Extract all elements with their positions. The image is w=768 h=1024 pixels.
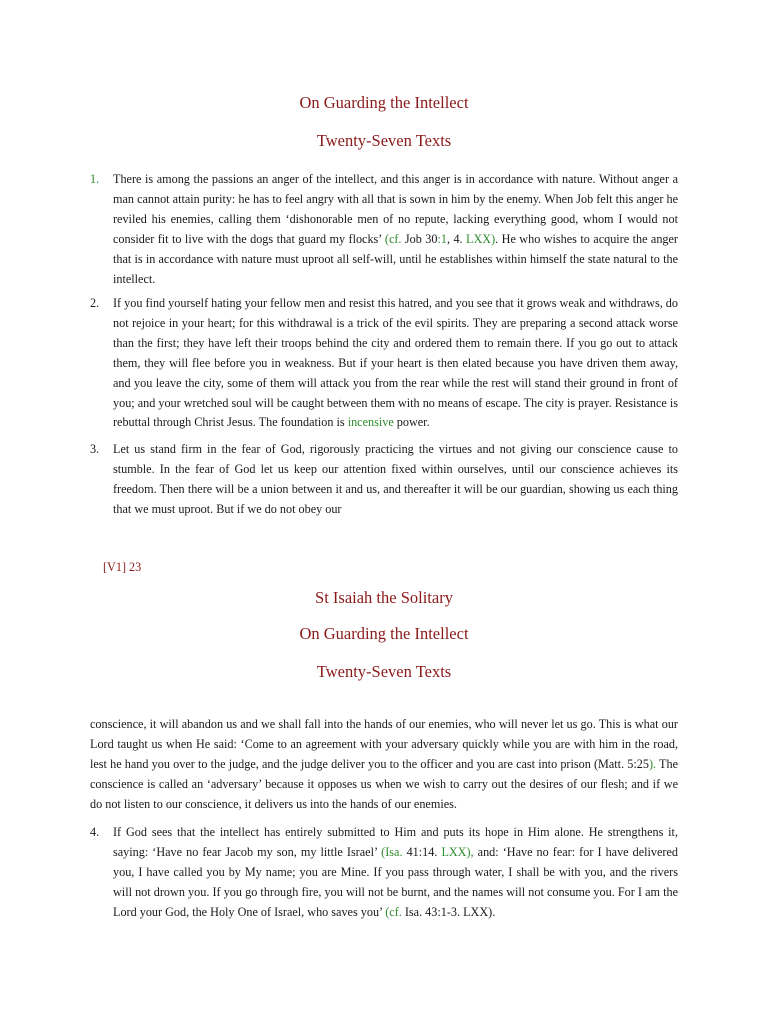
page2-subtitle: Twenty-Seven Texts: [316, 662, 452, 681]
author-heading: St Isaiah the Solitary: [315, 588, 453, 607]
paragraph-4: If God sees that the intellect has entirely submitted to Him and puts its hope in Him alone. He strengthens it, saying: ‘Have no fear Jacob my son, my little Israel’ (Isa. 41:14. LXX), and: ‘Have no fear: for I have delivered you, I have called you by My name; you are Mine. If you pass through water, I shall be with you, and the rivers will not drown you. If you go through fire, you will not be burnt, and the names will not consume you. For I am the Lord your God, the Holy One of Israel, who saves you’ (cf. Isa. 43:1-3. LXX).: [113, 825, 678, 919]
reference: :1: [437, 231, 447, 246]
reference: (Isa.: [381, 844, 403, 859]
item-number-2: 2.: [90, 296, 100, 310]
reference: incensive: [347, 415, 394, 430]
page-title: On Guarding the Intellect: [299, 93, 469, 112]
page2-title: On Guarding the Intellect: [299, 624, 469, 643]
item-number-4: 4.: [90, 825, 100, 839]
continuation-paragraph: conscience, it will abandon us and we shall fall into the hands of our enemies, who will never let us go. This is what our Lord taught us when He said: ‘Come to an agreement with your adversary quickly while you are with him in the road, lest he hand you over to the judge, and the judge deliver you to the officer and you are cast into prison (Matt. 5:25). The conscience is called an ‘adversary’ because it opposes us when we wish to carry out the desires of our flesh; and if we do not listen to our conscience, it delivers us into the hands of our enemies.: [90, 717, 678, 811]
reference: LXX),: [441, 844, 474, 859]
reference: ).: [648, 756, 657, 771]
reference: LXX): [466, 231, 496, 246]
page-subtitle: Twenty-Seven Texts: [316, 131, 452, 150]
paragraph-2: If you find yourself hating your fellow men and resist this hatred, and you see that it grows weak and withdraws, do not rejoice in your heart; for this withdrawal is a trick of the evil spirits. They are preparing a second attack worse than the first; they have left their troops behind the city and ordered them to remain there. If you go out to attack them, they will flee before you in weakness. But if your heart is then elated because you have driven them away, and you leave the city, some of them will attack you from the rear while the rest will stand their ground in front of you; and your wretched soul will be caught between them with no means of escape. The city is prayer. Resistance is rebuttal through Christ Jesus. The foundation is incensive power.: [113, 296, 678, 430]
reference: (cf.: [384, 231, 402, 246]
item-number-1: 1.: [90, 172, 100, 186]
page-reference: [V1] 23: [103, 560, 142, 574]
item-number-3: 3.: [90, 442, 100, 456]
reference: (cf.: [385, 904, 402, 919]
paragraph-1: There is among the passions an anger of the intellect, and this anger is in accordance with nature. Without anger a man cannot attain purity: he has to feel angry with all that is sown in him by the enemy. When Job felt this anger he reviled his enemies, calling them ‘dishonorable men of no repute, lacking everything good, whom I would not consider fit to live with the dogs that guard my flocks’ (cf. Job 30:1, 4. LXX). He who wishes to acquire the anger that is in accordance with nature must uproot all self-will, until he establishes within himself the state natural to the intellect.: [113, 172, 678, 286]
paragraph-3: Let us stand firm in the fear of God, rigorously practicing the virtues and not giving our conscience cause to stumble. In the fear of God let us keep our attention fixed within ourselves, until our conscience achieves its freedom. Then there will be a union between it and us, and thereafter it will be our guardian, showing us each thing that we must uproot. But if we do not obey our: [113, 442, 678, 516]
